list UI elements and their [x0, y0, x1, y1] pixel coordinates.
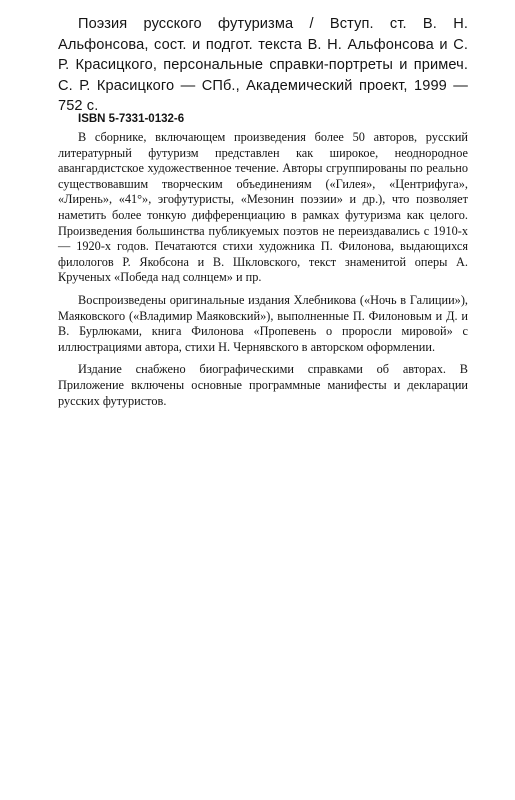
annotation-block — [58, 130, 468, 416]
bibliographic-citation: Поэзия русского футуризма / Вступ. ст. В. Н. Альфонсова, сост. и подгот. текста В. Н. Альфонсова и С. Р. Красицкого, персональные справки-портреты и примеч. С. Р. Красицкого — СПб., Академический проект, 1999 — 752 с. — [58, 16, 468, 114]
annotation-paragraph-1: В сборнике, включающем произведения более 50 авторов, русский литературный футуризм представлен как широкое, неоднородное авангардистское художественное течение. Авторы сгруппированы по реально существовавшим творческим объединениям («Гилея», «Центрифуга», «Лирень», «41°», эгофутуристы, «Мезонин поэзии» и др.), что позволяет наметить более тонкую дифференциацию в рамках футуризма как целого. Произведения большинства публикуемых поэтов не переиздавались с 1910-х — 1920-х годов. Печатаются стихи художника П. Филонова, выдающихся филологов Р. Якобсона и В. Шкловского, текст знаменитой оперы А. Крученых «Победа над солнцем» и пр. — [58, 130, 468, 285]
annotation-paragraph-3: Издание снабжено биографическими справками об авторах. В Приложение включены основные программные манифесты и декларации русских футуристов. — [58, 362, 468, 408]
isbn-line: ISBN 5-7331-0132-6 — [78, 113, 185, 125]
annotation-paragraph-2: Воспроизведены оригинальные издания Хлебникова («Ночь в Галиции»), Маяковского («Владимир Маяковский»), выполненные П. Филоновым и Д. и В. Бурлюками, книга Филонова «Пропевень о проросли мировой» с иллюстрациями автора, стихи Н. Чернявского в авторском оформлении. — [58, 292, 468, 354]
